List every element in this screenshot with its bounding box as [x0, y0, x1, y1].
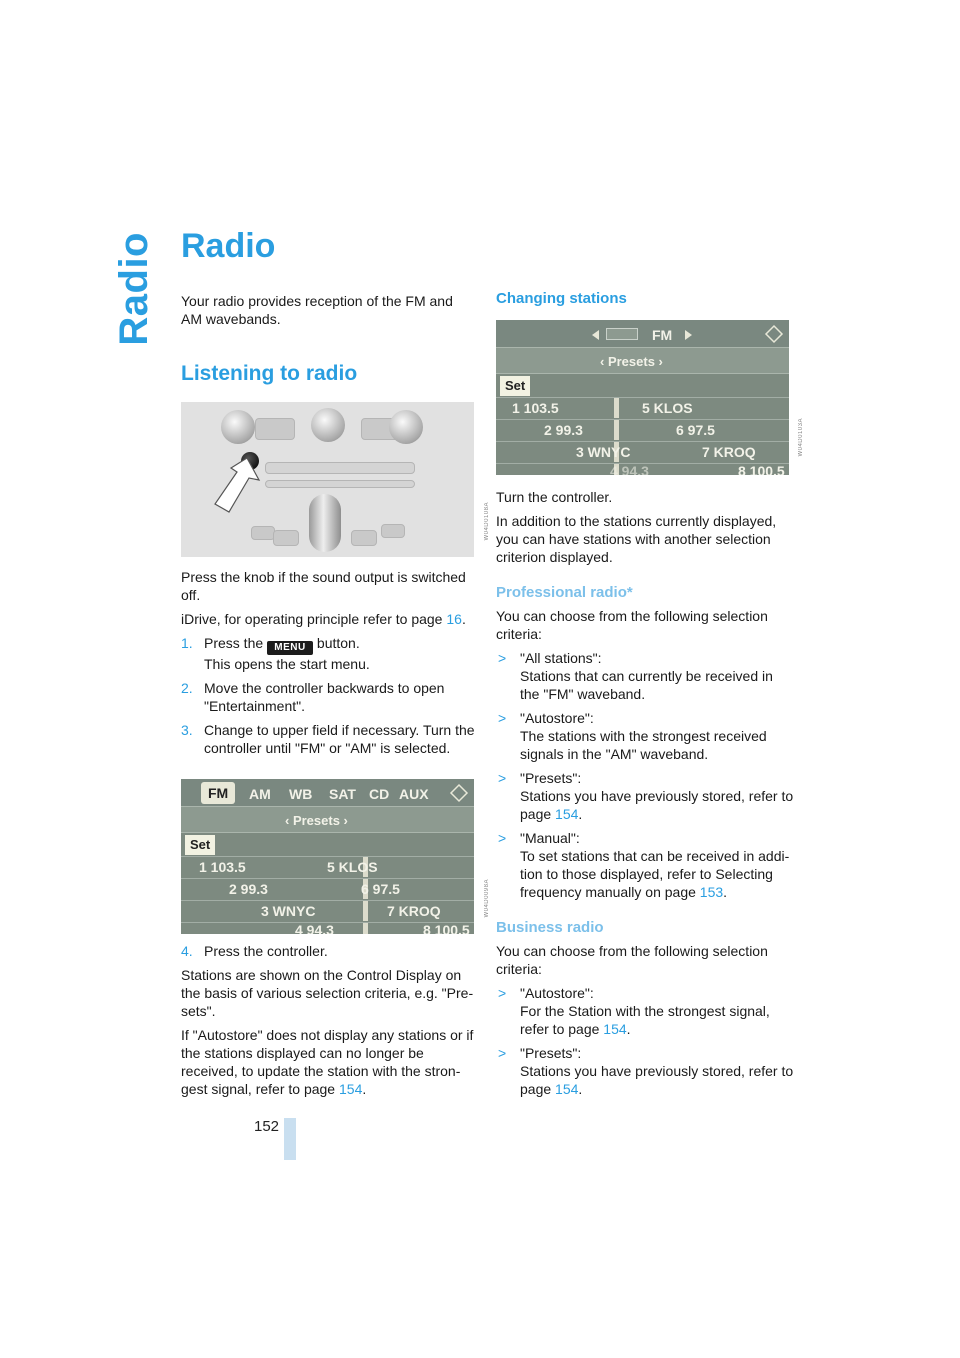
station-item[interactable]: 1 103.5: [512, 400, 559, 416]
lower-button: [351, 530, 377, 546]
changing-stations-heading: Changing stations: [496, 290, 627, 307]
page-link[interactable]: 16: [446, 611, 462, 627]
home-icon[interactable]: [449, 783, 469, 803]
criteria-item: > "Presets": Stations you have previously stored, refer to page 154.: [498, 770, 794, 822]
page-link[interactable]: 154: [603, 1021, 627, 1037]
station-item[interactable]: 4 94.3: [295, 922, 334, 934]
page-link[interactable]: 154: [555, 806, 579, 822]
row-line: [496, 397, 789, 398]
side-tab-label: Radio: [112, 232, 156, 346]
left-dial: [221, 410, 255, 444]
tab-aux[interactable]: AUX: [399, 786, 429, 802]
stations-shown-text: Stations are shown on the Control Display on the basis of various selection criteria, e.g. "Pre-sets".: [181, 967, 474, 1019]
waveband-bar: [496, 320, 789, 348]
station-item[interactable]: 5 KLOS: [642, 400, 693, 416]
console-illustration: [181, 402, 474, 557]
image-code: W04D0098A: [484, 879, 490, 918]
tab-cd[interactable]: CD: [369, 786, 390, 802]
center-dial: [311, 408, 345, 442]
station-item[interactable]: 5 KLOS: [327, 859, 378, 875]
column-divider: [614, 398, 619, 418]
gear-shifter: [309, 494, 341, 552]
column-divider: [363, 901, 368, 921]
presets-selector[interactable]: ‹ Presets ›: [600, 354, 663, 369]
screen1-figure: [181, 779, 490, 936]
page-link[interactable]: 154: [555, 1081, 579, 1097]
button-strip: [265, 480, 415, 488]
row-line: [181, 856, 474, 857]
image-code: W04D0103A: [798, 418, 804, 457]
tab-sat[interactable]: SAT: [329, 786, 356, 802]
autostore-note: If "Autostore" does not display any stations or if the stations displayed can no longer be received, to update the station with the stron-gest signal, refer to page 154.: [181, 1027, 474, 1097]
station-item[interactable]: 4 94.3: [610, 463, 649, 475]
business-radio-heading: Business radio: [496, 919, 604, 936]
station-item[interactable]: 3 WNYC: [576, 444, 631, 460]
vent-slot: [255, 418, 295, 440]
step-item: 3. Change to upper field if necessary. Turn the controller until "FM" or "AM" is selected.: [181, 722, 475, 756]
button-strip: [265, 462, 415, 474]
page-bar: [284, 1118, 296, 1160]
page-number: 152: [254, 1118, 280, 1135]
lower-button: [381, 524, 405, 538]
page-link[interactable]: 154: [339, 1081, 363, 1097]
arrow-icon: [209, 458, 261, 516]
control-display-2: [496, 320, 789, 475]
row-line: [181, 878, 474, 879]
right-column: [496, 290, 804, 1098]
step-item: 4. Press the controller.: [181, 943, 328, 959]
tab-am[interactable]: AM: [249, 786, 271, 802]
tab-fm[interactable]: FM: [201, 782, 235, 804]
chevron-right-icon[interactable]: [684, 330, 692, 340]
business-intro: You can choose from the following selection criteria:: [496, 943, 768, 977]
home-icon[interactable]: [764, 324, 784, 344]
business-list: [496, 984, 796, 1098]
criteria-item: > "Autostore": For the Station with the strongest signal, refer to page 154.: [498, 985, 770, 1037]
chevron-left-icon[interactable]: [592, 330, 600, 340]
row-line: [496, 441, 789, 442]
station-item[interactable]: 7 KROQ: [702, 444, 756, 460]
idrive-text: iDrive, for operating principle refer to page 16.: [181, 611, 466, 627]
column-divider: [363, 923, 368, 934]
station-item[interactable]: 8 100.5: [738, 463, 785, 475]
right-dial: [389, 410, 423, 444]
row-line: [181, 900, 474, 901]
station-item[interactable]: 6 97.5: [676, 422, 715, 438]
row-line: [496, 419, 789, 420]
station-item[interactable]: 7 KROQ: [387, 903, 441, 919]
console-figure: [181, 402, 490, 559]
station-item[interactable]: 2 99.3: [544, 422, 583, 438]
professional-radio-heading: Professional radio*: [496, 584, 633, 601]
station-item[interactable]: 6 97.5: [361, 881, 400, 897]
criteria-item: > "Manual": To set stations that can be received in addi-tion to those displayed, refer to Selecting frequency manually on page 153.: [498, 830, 790, 900]
criteria-item: > "Autostore": The stations with the strongest received signals in the "AM" waveband.: [498, 710, 767, 762]
presets-selector[interactable]: ‹ Presets ›: [285, 813, 348, 828]
criteria-item: > "Presets": Stations you have previously stored, refer to page 154.: [498, 1045, 794, 1097]
menu-button-icon: MENU: [267, 641, 313, 655]
screen2-figure: [496, 320, 804, 476]
column-divider: [614, 420, 619, 440]
control-display-1: [181, 779, 474, 934]
band-label: FM: [652, 327, 673, 343]
criteria-item: > "All stations": Stations that can currently be received in the "FM" waveband.: [498, 650, 773, 702]
left-column: [181, 227, 490, 1098]
station-item[interactable]: 1 103.5: [199, 859, 246, 875]
page-link[interactable]: 153: [699, 884, 724, 900]
station-item[interactable]: 2 99.3: [229, 881, 268, 897]
intro-text: Your radio provides reception of the FM and AM wavebands.: [181, 293, 453, 327]
professional-intro: You can choose from the following selection criteria:: [496, 608, 768, 642]
step-item: 2. Move the controller backwards to open "Entertainment".: [181, 680, 445, 714]
in-addition-text: In addition to the stations currently displayed, you can have stations with another selection criterion displayed.: [496, 513, 777, 565]
station-item[interactable]: 8 100.5: [423, 922, 470, 934]
lower-button: [273, 530, 299, 546]
lower-button: [251, 526, 275, 540]
station-item[interactable]: 3 WNYC: [261, 903, 316, 919]
professional-list: [496, 649, 796, 901]
listening-heading: Listening to radio: [181, 362, 358, 385]
set-button[interactable]: Set: [500, 376, 530, 396]
radio-icon: [606, 328, 638, 340]
step-item: 1. Press the MENU button. This opens the start menu.: [181, 635, 370, 672]
tab-wb[interactable]: WB: [289, 786, 313, 802]
set-button[interactable]: Set: [185, 835, 215, 855]
image-code: W04D0108A: [484, 502, 490, 541]
turn-controller-text: Turn the controller.: [496, 489, 613, 505]
press-knob-text: Press the knob if the sound output is switched off.: [181, 569, 466, 603]
page-title: Radio: [181, 227, 276, 265]
steps-list-cont: [181, 942, 476, 960]
steps-list: [181, 634, 476, 757]
